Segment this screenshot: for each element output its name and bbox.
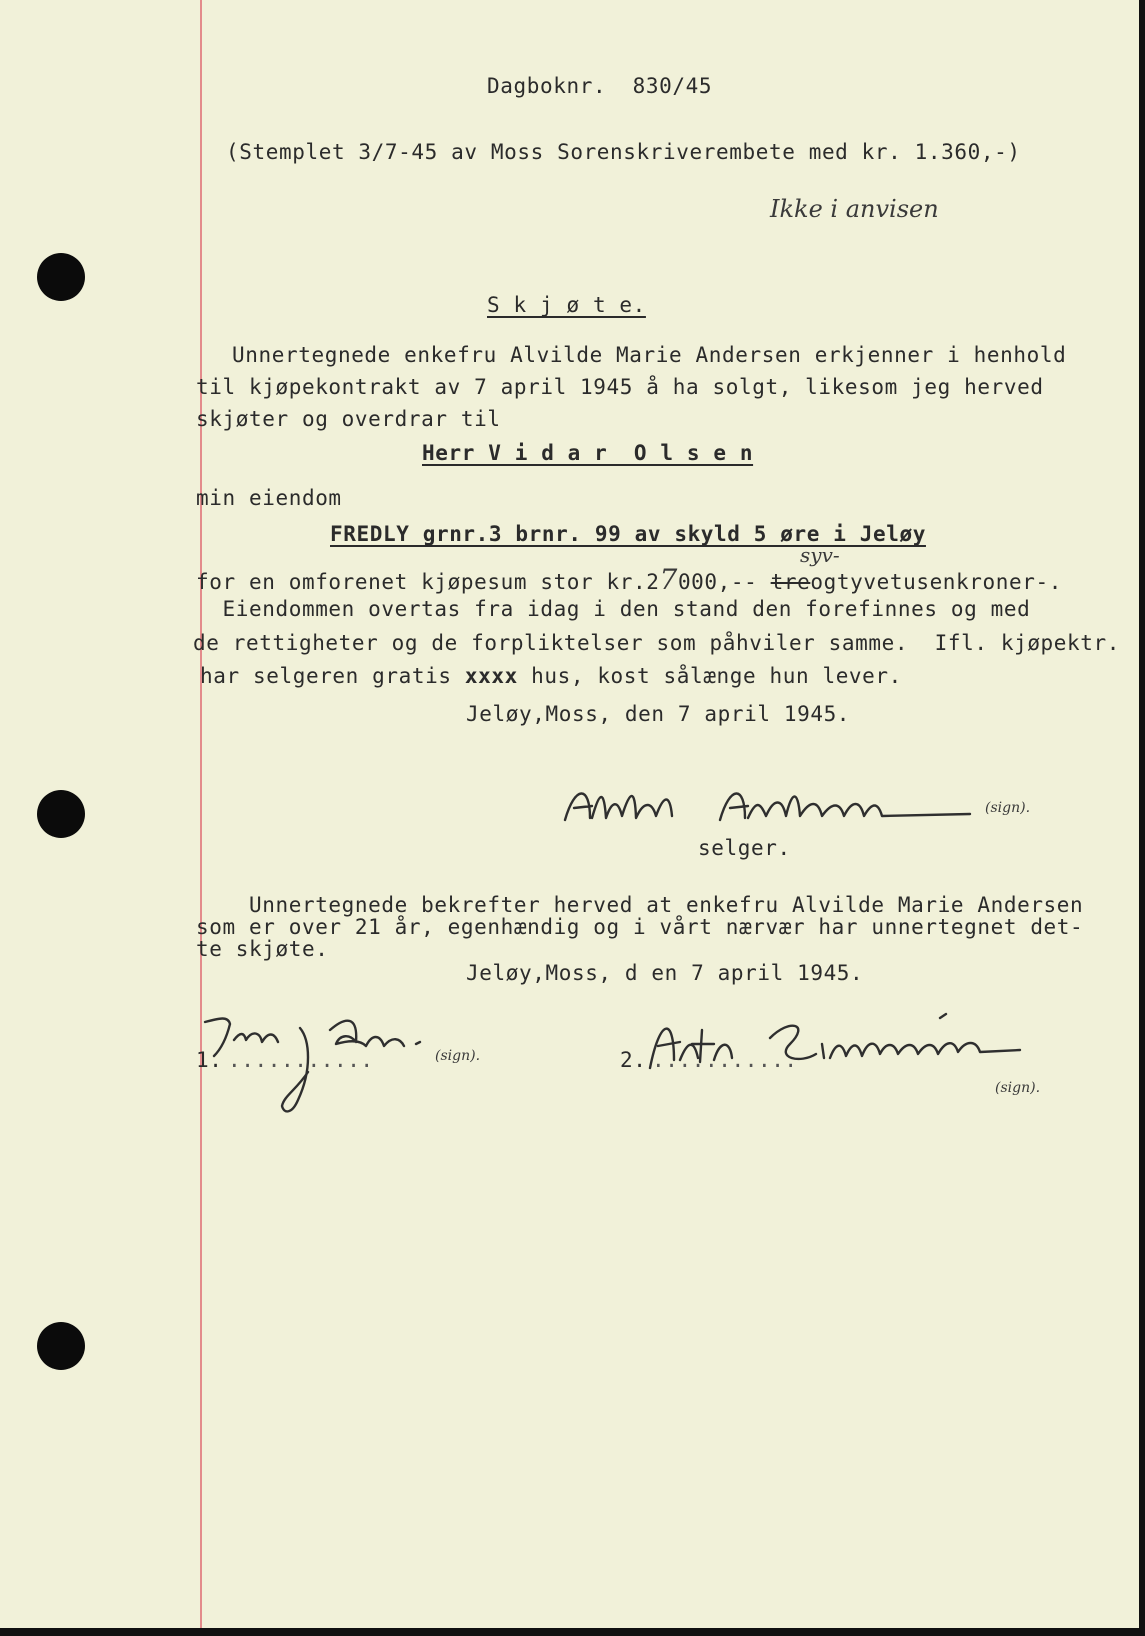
intro-line: til kjøpekontrakt av 7 april 1945 å ha solgt, likesom jeg herved	[196, 375, 1044, 399]
strikeout-mark: xxxx	[464, 664, 518, 688]
body-line: Eiendommen overtas fra idag i den stand den forefinnes og med	[196, 597, 1031, 621]
place-date: Jeløy,Moss, den 7 april 1945.	[466, 702, 851, 726]
stamp-note: (Stemplet 3/7-45 av Moss Sorenskriverembete med kr. 1.360,-)	[226, 140, 1021, 164]
witness-1-number: 1.	[196, 1048, 223, 1072]
seller-signature	[560, 780, 980, 840]
body-line-start: har selgeren gratis	[200, 664, 465, 688]
handwritten-note: Ikke i anvisen	[770, 195, 939, 223]
seller-role: selger.	[698, 836, 791, 860]
margin-line	[200, 0, 202, 1628]
journal-number: Dagboknr. 830/45	[487, 74, 713, 98]
deed-title: S k j ø t e.	[487, 293, 646, 317]
body-line: de rettigheter og de forpliktelser som påhviler samme. Ifl. kjøpektr.	[193, 631, 1121, 655]
price-words: ogtyvetusenkroner-.	[810, 570, 1062, 594]
intro-line: skjøter og overdrar til	[196, 407, 501, 431]
punch-hole	[37, 253, 85, 301]
witness-1-signed-mark: (sign).	[435, 1048, 481, 1064]
punch-hole	[37, 1322, 85, 1370]
body-line-end: hus, kost sålænge hun lever.	[517, 664, 902, 688]
witness-1-dots: ...........	[228, 1048, 374, 1072]
price-prefix: for en omforenet kjøpesum stor kr.2	[196, 570, 660, 594]
witness-1-signature	[200, 1010, 440, 1120]
witness-statement-line: Unnertegnede bekrefter herved at enkefru Alvilde Marie Andersen	[196, 893, 1084, 917]
witness-2-signed-mark: (sign).	[995, 1080, 1041, 1096]
seller-signed-mark: (sign).	[985, 800, 1031, 816]
witness-2-dots: ...........	[652, 1048, 798, 1072]
interlinear-correction: syv-	[800, 543, 840, 567]
price-correction: 7	[659, 563, 678, 596]
punch-hole	[37, 790, 85, 838]
witness-statement-line: som er over 21 år, egenhændig og i vårt nærvær har unnertegnet det-	[196, 915, 1084, 939]
intro-line: Unnertegnede enkefru Alvilde Marie Andersen erkjenner i henhold	[232, 343, 1067, 367]
witness-place-date: Jeløy,Moss, d en 7 april 1945.	[466, 961, 864, 985]
property-intro: min eiendom	[196, 486, 342, 510]
price-suffix: 000,--	[677, 570, 771, 594]
property-description: FREDLY grnr.3 brnr. 99 av skyld 5 øre i Jeløy	[330, 522, 926, 546]
body-line-last	[200, 664, 902, 688]
witness-2-number: 2.	[620, 1048, 647, 1072]
price-line	[196, 563, 1062, 596]
witness-statement-line: te skjøte.	[196, 937, 329, 961]
struck-word: tre	[770, 570, 811, 594]
witness-2-signature	[640, 1010, 1060, 1080]
buyer-name: Herr V i d a r O l s e n	[422, 441, 754, 465]
